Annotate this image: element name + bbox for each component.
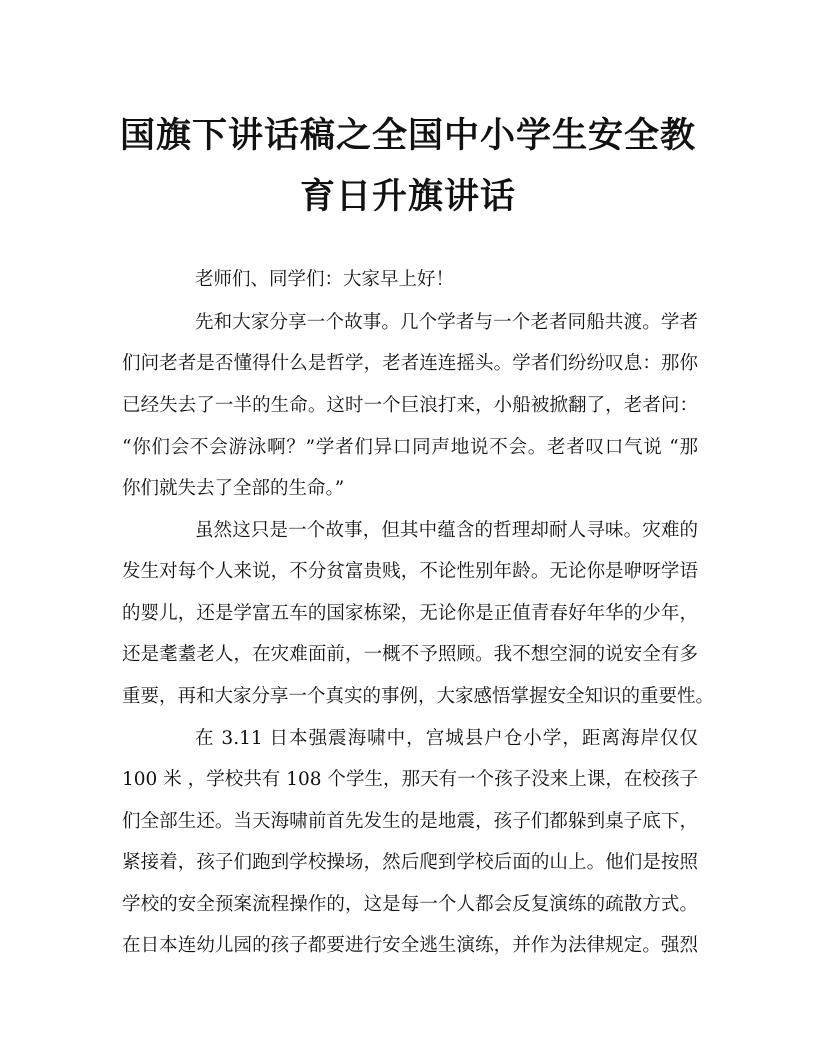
body-line: 虽然这只是一个故事，但其中蕴含的哲理却耐人寻味。灾难的 (195, 520, 698, 541)
body-line: 学校的安全预案流程操作的，这是每一个人都会反复演练的疏散方式。 (122, 894, 698, 915)
body-line-greeting: 老师们、同学们：大家早上好！ (195, 269, 455, 290)
body-line: 100 米 ，学校共有 108 个学生，那天有一个孩子没来上课，在校孩子 (122, 769, 698, 790)
body-line: “你们会不会游泳啊？”学者们异口同声地说不会。老者叹口气说 “那 (122, 437, 698, 458)
body-line: 还是耄耋老人，在灾难面前，一概不予照顾。我不想空洞的说安全有多 (122, 644, 698, 665)
body-line: 已经失去了一半的生命。这时一个巨浪打来，小船被掀翻了，老者问： (122, 395, 698, 416)
body-line: 先和大家分享一个故事。几个学者与一个老者同船共渡。学者 (195, 312, 698, 333)
body-line: 紧接着，孩子们跑到学校操场，然后爬到学校后面的山上。他们是按照 (122, 852, 698, 873)
body-line: 发生对每个人来说，不分贫富贵贱，不论性别年龄。无论你是咿呀学语 (122, 561, 698, 582)
body-line: 在 3.11 日本强震海啸中，宫城县户仓小学，距离海岸仅仅 (195, 728, 698, 749)
body-line: 你们就失去了全部的生命。” (122, 478, 345, 499)
body-line: 的婴儿，还是学富五车的国家栋梁，无论你是正值青春好年华的少年， (122, 603, 698, 624)
body-line: 们全部生还。当天海啸前首先发生的是地震，孩子们都躲到桌子底下， (122, 811, 698, 832)
body-line: 重要，再和大家分享一个真实的事例，大家感悟掌握安全知识的重要性。 (122, 686, 715, 707)
document-title-line-2: 育日升旗讲话 (299, 176, 516, 217)
document-title-line-1: 国旗下讲话稿之全国中小学生安全教 (119, 115, 696, 156)
body-line: 在日本连幼儿园的孩子都要进行安全逃生演练，并作为法律规定。强烈 (122, 935, 698, 956)
body-line: 们问老者是否懂得什么是哲学，老者连连摇头。学者们纷纷叹息：那你 (122, 353, 698, 374)
